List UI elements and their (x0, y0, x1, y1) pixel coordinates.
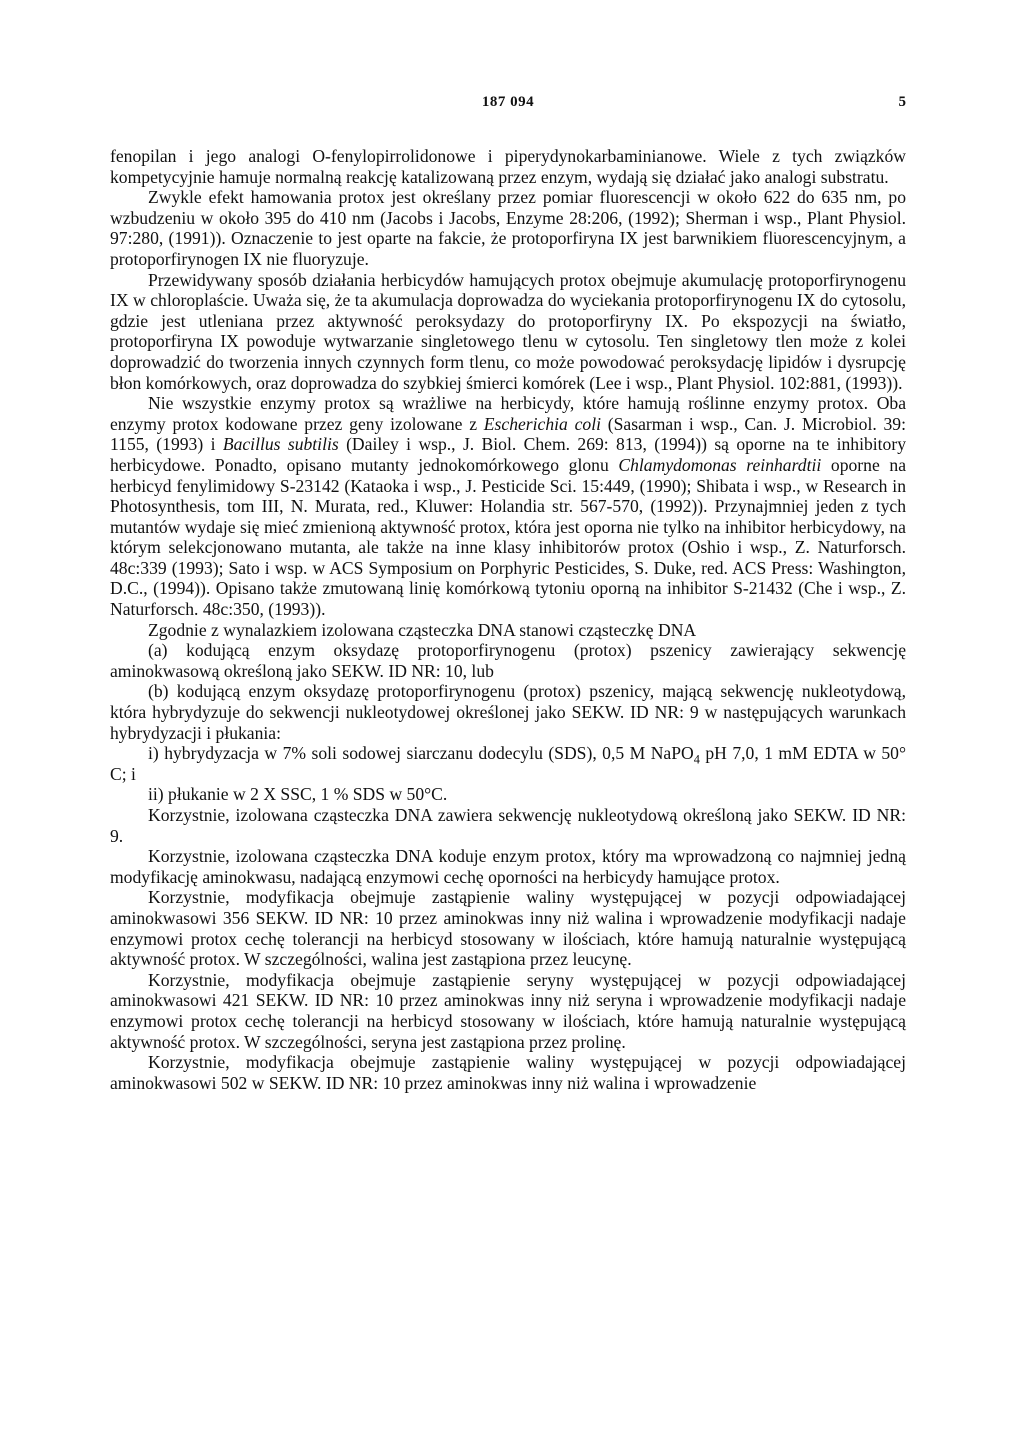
paragraph: Korzystnie, modyfikacja obejmuje zastąpienie waliny występującej w pozycji odpowiadającej aminokwasowi 356 SEKW. ID NR: 10 przez aminokwas inny niż walina i wprowadzenie modyfikacji nadaje enzymowi protox cechę tolerancji na herbicyd stosowany w ilościach, które hamują naturalnie występującą aktywność protox. W szczególności, walina jest zastąpiona przez leucynę. (110, 887, 906, 970)
paragraph: Zgodnie z wynalazkiem izolowana cząsteczka DNA stanowi cząsteczkę DNA (148, 619, 697, 640)
species-name: Chlamydomonas reinhardtii (618, 454, 822, 475)
condition-ii: ii) płukanie w 2 X SSC, 1 % SDS w 50°C. (148, 784, 448, 805)
paragraph: Korzystnie, izolowana cząsteczka DNA koduje enzym protox, który ma wprowadzoną co najmniej jedną modyfikację aminokwasu, nadającą enzymowi cechę oporności na herbicydy hamujące protox. (110, 846, 906, 887)
paragraph: Korzystnie, modyfikacja obejmuje zastąpienie waliny występującej w pozycji odpowiadającej aminokwasowi 502 w SEKW. ID NR: 10 przez aminokwas inny niż walina i wprowadzenie (110, 1052, 906, 1093)
condition-i: i) hybrydyzacja w 7% soli sodowej siarczanu dodecylu (SDS), 0,5 M NaPO$_4$ pH 7,0, 1 mM EDTA w 50° C; i (110, 743, 907, 784)
patent-number: 187 094 (481, 94, 535, 110)
page-number: 5 (898, 94, 906, 110)
paragraph: fenopilan i jego analogi O-fenylopirrolidonowe i piperydynokarbaminianowe. Wiele z tych związków kompetycyjnie hamuje normalną reakcję katalizowaną przez enzym, wydają się działać jako analogi substratu. (110, 146, 906, 187)
paragraph: Korzystnie, izolowana cząsteczka DNA zawiera sekwencję nukleotydową określoną jako SEKW. ID NR: 9. (110, 805, 906, 846)
paragraph: Nie wszystkie enzymy protox są wrażliwe na herbicydy, które hamują roślinne enzymy protox. Oba enzymy protox kodowane przez geny izolowane z Escherichia coli (Sasarman i wsp., Can. J. Microbiol. 39: 1155, (1993) i Bacillus subtilis (Dailey i wsp., J. Biol. Chem. 269: 813, (1994)) są oporne na te inhibitory herbicydowe. Ponadto, opisano mutanty jednokomórkowego glonu Chlamydomonas reinhardtii oporne na herbicyd fenylimidowy S-23142 (Kataoka i wsp., J. Pesticide Sci. 15:449, (1990); Shibata i wsp., w Research in Photosynthesis, tom III, N. Murata, red., Kluwer: Holandia str. 567-570, (1992)). Przynajmniej jeden z tych mutantów wydaje się mieć zmienioną aktywność protox, która jest oporna nie tylko na inhibitor herbicydowy, na którym selekcjonowano mutanta, ale także na inne klasy inhibitorów protox (Oshio i wsp., Z. Naturforsch. 48c:339 (1993); Sato i wsp. w ACS Symposium on Porphyric Pesticides, S. Duke, red. ACS Press: Washington, D.C., (1994)). Opisano także zmutowaną linię komórkową tytoniu oporną na inhibitor S-21432 (Che i wsp., Z. Naturforsch. 48c:350, (1993)). (110, 393, 907, 620)
paragraph: Zwykle efekt hamowania protox jest określany przez pomiar fluorescencji w około 622 do 635 nm, po wzbudzeniu w około 395 do 410 nm (Jacobs i Jacobs, Enzyme 28:206, (1992); Sherman i wsp., Plant Physiol. 97:280, (1991)). Oznaczenie to jest oparte na fakcie, że protoporfiryna IX jest barwnikiem fluorescencyjnym, a protoporfirynogen IX nie fluoryzuje. (110, 187, 906, 269)
document-body (110, 146, 906, 1093)
species-name: Bacillus subtilis (222, 434, 339, 455)
species-name: Escherichia coli (483, 413, 601, 434)
paragraph: Korzystnie, modyfikacja obejmuje zastąpienie seryny występującej w pozycji odpowiadającej aminokwasowi 421 SEKW. ID NR: 10 przez aminokwas inny niż seryna i wprowadzenie modyfikacji nadaje enzymowi protox cechę tolerancji na herbicyd stosowany w ilościach, które hamują naturalnie występującą aktywność protox. W szczególności, seryna jest zastąpiona przez prolinę. (110, 969, 906, 1052)
paragraph: Przewidywany sposób działania herbicydów hamujących protox obejmuje akumulację protoporfirynogenu IX w chloroplaście. Uważa się, że ta akumulacja doprowadza do wyciekania protoporfirynogenu IX do cytosolu, gdzie jest utleniana przez aktywność peroksydazy do protoporfiryny IX. Po ekspozycji na światło, protoporfiryna IX powoduje wytwarzanie singletowego tlenu w cytosolu. Ten singletowy tlen może z kolei doprowadzić do tworzenia innych czynnych form tlenu, co może powodować peroksydację lipidów i dysrupcję błon komórkowych, oraz doprowadza do szybkiej śmierci komórek (Lee i wsp., Plant Physiol. 102:881, (1993)). (110, 269, 906, 393)
claim-item-a: (a) kodującą enzym oksydazę protoporfirynogenu (protox) pszenicy zawierający sekwencję aminokwasową określoną jako SEKW. ID NR: 10, lub (110, 640, 906, 681)
page-header (110, 94, 906, 114)
claim-item-b: (b) kodującą enzym oksydazę protoporfirynogenu (protox) pszenicy, mającą sekwencję nukleotydową, która hybrydyzuje do sekwencji nukleotydowej określonej jako SEKW. ID NR: 9 w następujących warunkach hybrydyzacji i płukania: (110, 681, 906, 743)
